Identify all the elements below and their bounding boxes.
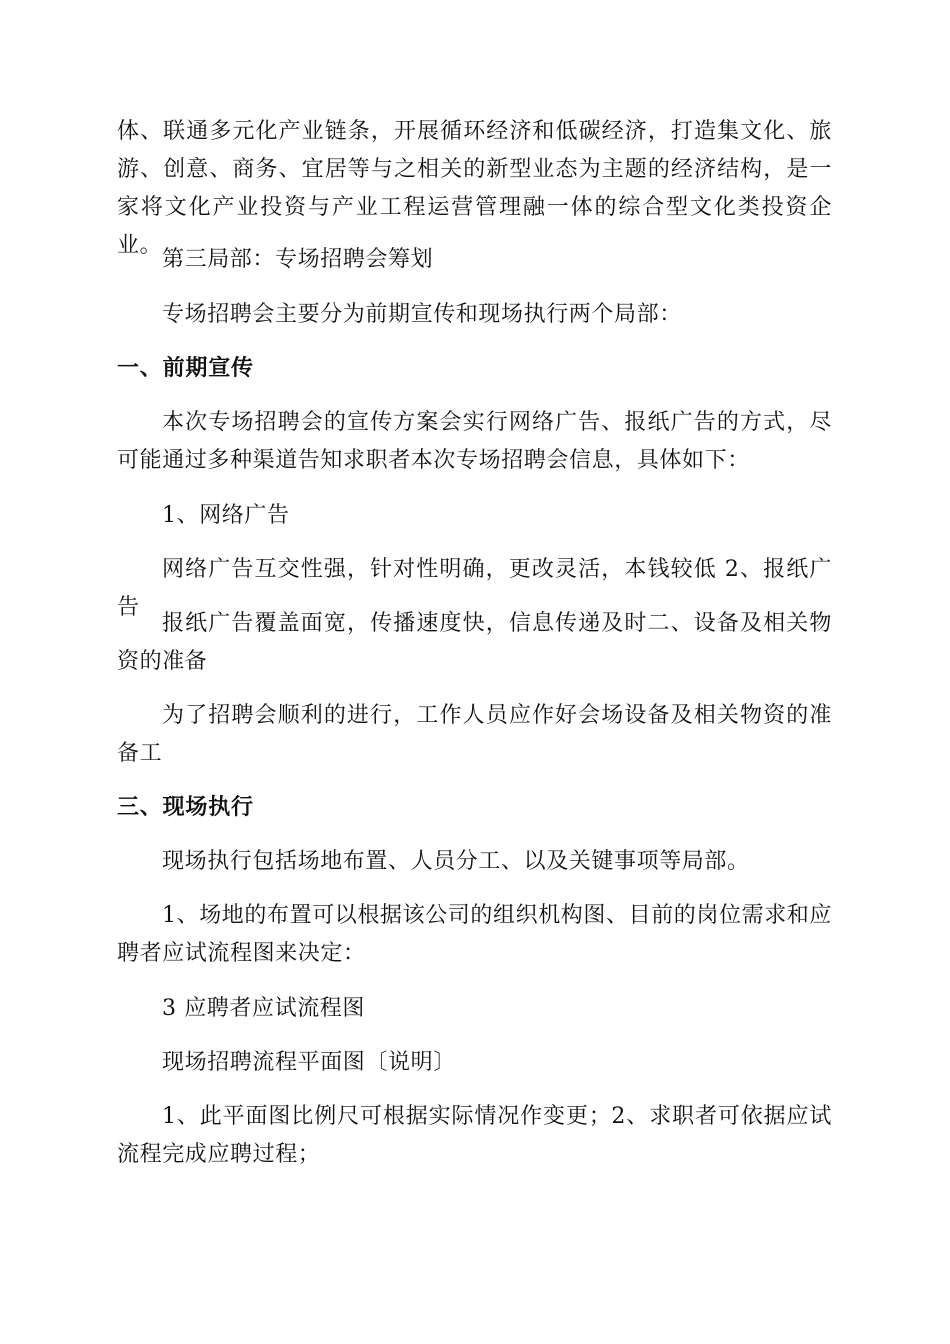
heading-onsite: 三、现场执行 (117, 795, 254, 820)
intro-paragraph: 体、联通多元化产业链条，开展循环经济和低碳经济，打造集文化、旅游、创意、商务、宜居等与之相关的新型业态为主题的经济结构，是一家将文化产业投资与产业工程运营管理融一体的综合型文化类投资企业。 (117, 119, 832, 258)
section-three-title: 第三局部：专场招聘会筹划 (162, 247, 434, 272)
overview-paragraph: 专场招聘会主要分为前期宣传和现场执行两个局部： (162, 302, 682, 327)
online-ad-title: 1、网络广告 (162, 503, 290, 528)
heading-publicity: 一、前期宣传 (117, 356, 254, 381)
venue-layout-paragraph: 1、场地的布置可以根据该公司的组织机构图、目前的岗位需求和应聘者应试流程图来决定： (117, 903, 832, 966)
floorplan-caption: 现场招聘流程平面图〔说明〕 (162, 1050, 456, 1075)
flowchart-caption: 3 应聘者应试流程图 (162, 996, 365, 1021)
online-ad-paragraph: 网络广告互交性强，针对性明确，更改灵活，本钱较低 2、报纸广告 (117, 557, 832, 620)
equipment-paragraph: 为了招聘会顺利的进行，工作人员应作好会场设备及相关物资的准备工 (117, 703, 832, 766)
onsite-paragraph: 现场执行包括场地布置、人员分工、以及关键事项等局部。 (162, 849, 750, 874)
notes-paragraph: 1、此平面图比例尺可根据实际情况作变更；2、求职者可依据应试流程完成应聘过程； (117, 1104, 832, 1167)
newspaper-ad-paragraph: 报纸广告覆盖面宽，传播速度快，信息传递及时二、设备及相关物资的准备 (117, 611, 832, 674)
publicity-paragraph: 本次专场招聘会的宣传方案会实行网络广告、报纸广告的方式，尽可能通过多种渠道告知求职者本次专场招聘会信息，具体如下： (117, 410, 832, 473)
